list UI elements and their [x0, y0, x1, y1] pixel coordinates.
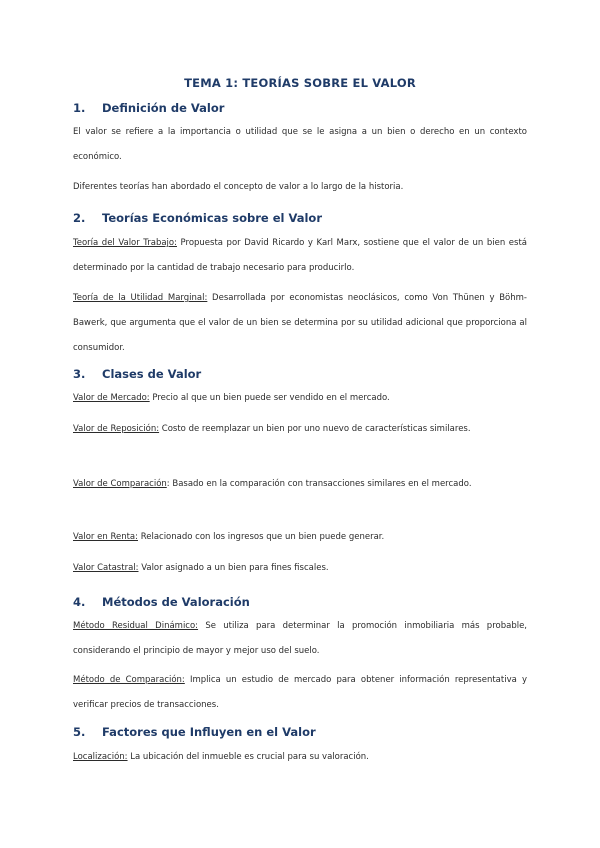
section-number: 2.	[73, 211, 86, 225]
paragraph-text: Costo de reemplazar un bien por uno nuevo de características similares.	[159, 424, 471, 434]
section-number: 1.	[73, 101, 86, 115]
section-title: Definición de Valor	[102, 101, 225, 115]
section-heading-3	[73, 367, 201, 381]
term-label: Teoría del Valor Trabajo:	[73, 238, 177, 248]
document-title: TEMA 1: TEORÍAS SOBRE EL VALOR	[184, 76, 416, 90]
term-label: Valor de Comparación	[73, 479, 167, 489]
term-label: Valor de Mercado:	[73, 393, 150, 403]
paragraph-text: La ubicación del inmueble es crucial para su valoración.	[127, 752, 369, 762]
term-label: Método de Comparación:	[73, 675, 185, 685]
section-title: Teorías Económicas sobre el Valor	[102, 211, 322, 225]
paragraph-text: : Basado en la comparación con transacciones similares en el mercado.	[166, 479, 472, 489]
section-heading-1	[73, 101, 224, 115]
paragraph	[73, 386, 527, 411]
paragraph-text: Propuesta por David Ricardo y Karl Marx, sostiene que el valor de un bien está determinado por la cantidad de trabajo necesario para producirlo.	[73, 238, 527, 273]
term-label: Teoría de la Utilidad Marginal:	[73, 293, 208, 303]
section-title: Clases de Valor	[102, 367, 202, 381]
paragraph-text: Desarrollada por economistas neoclásicos, como Von Thünen y Böhm-Bawerk, que argumenta que el valor de un bien se determina por su utilidad adicional que proporciona al consumidor.	[73, 293, 527, 353]
paragraph	[73, 525, 527, 550]
paragraph-text: Implica un estudio de mercado para obtener información representativa y verificar precios de transacciones.	[73, 675, 527, 710]
section-title: Métodos de Valoración	[102, 595, 250, 609]
paragraph	[73, 231, 527, 281]
term-label: Localización:	[73, 752, 128, 762]
term-label: Valor Catastral:	[73, 563, 139, 573]
section-number: 5.	[73, 725, 86, 739]
paragraph-text: Se utiliza para determinar la promoción inmobiliaria más probable, considerando el principio de mayor y mejor uso del suelo.	[73, 621, 528, 656]
section-number: 3.	[73, 367, 86, 381]
paragraph	[73, 745, 527, 770]
paragraph	[73, 556, 527, 581]
term-label: Valor en Renta:	[73, 532, 138, 542]
section-heading-2	[73, 211, 322, 225]
term-label: Método Residual Dinámico:	[73, 621, 199, 631]
section-heading-5	[73, 725, 316, 739]
section-heading-4	[73, 595, 250, 609]
term-label: Valor de Reposición:	[73, 424, 160, 434]
section-number: 4.	[73, 595, 86, 609]
paragraph	[73, 120, 527, 170]
paragraph-text: El valor se refiere a la importancia o utilidad que se le asigna a un bien o derecho en un contexto económico.	[73, 127, 527, 162]
paragraph	[73, 668, 527, 718]
paragraph-text: Valor asignado a un bien para fines fiscales.	[138, 563, 329, 573]
paragraph-text: Relacionado con los ingresos que un bien puede generar.	[138, 532, 385, 542]
paragraph-text: Diferentes teorías han abordado el concepto de valor a lo largo de la historia.	[73, 182, 404, 192]
paragraph	[73, 472, 527, 497]
section-title: Factores que Influyen en el Valor	[102, 725, 316, 739]
paragraph	[73, 417, 527, 442]
paragraph	[73, 614, 527, 664]
paragraph	[73, 286, 527, 361]
paragraph-text: Precio al que un bien puede ser vendido en el mercado.	[149, 393, 390, 403]
paragraph	[73, 175, 527, 200]
